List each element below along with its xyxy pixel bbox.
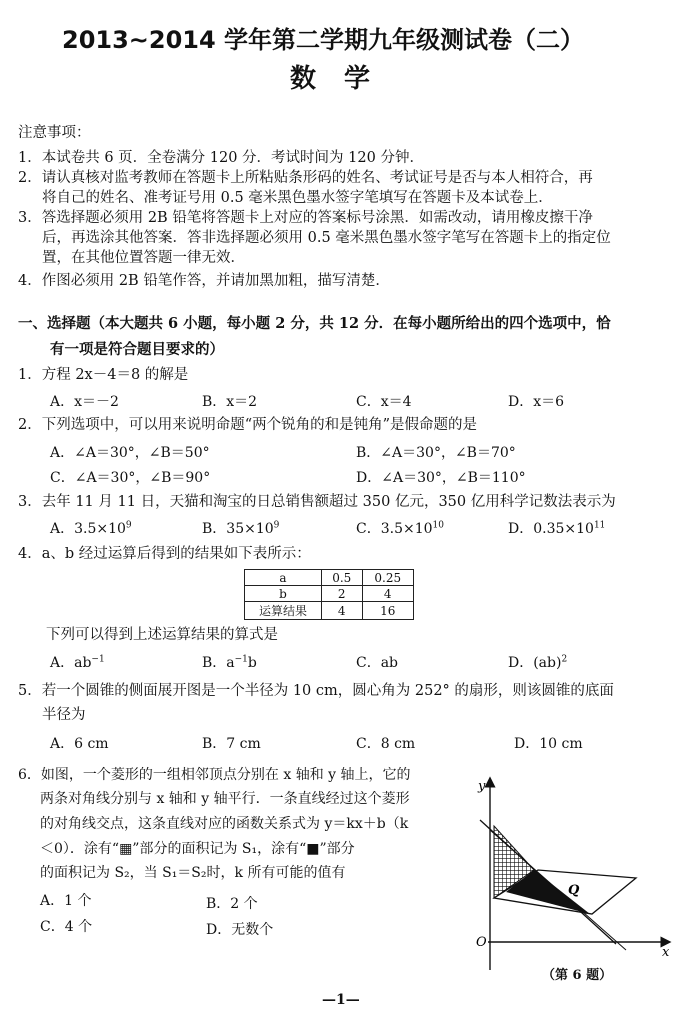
section-heading-cont: 有一项是符合题目要求的） xyxy=(50,341,224,358)
option-b: B．∠A＝30°，∠B＝70° xyxy=(356,445,516,461)
note-line: 3．答选择题必须用 2B 铅笔将答题卡上对应的答案标号涂黑．如需改动，请用橡皮擦干净 xyxy=(18,210,593,226)
note-line: 后，再选涂其他答案．答非选择题必须用 0.5 毫米黑色墨水签字笔写在答题卡上的指定位 xyxy=(42,230,611,246)
option-label: D．0.35×10 xyxy=(508,521,594,537)
table-cell: 4 xyxy=(322,602,363,620)
table-cell: 0.5 xyxy=(322,570,363,586)
note-line: 4．作图必须用 2B 铅笔作答，并请加黑加粗，描写清楚． xyxy=(18,273,390,289)
operation-table xyxy=(244,569,414,620)
option-b: B．7 cm xyxy=(202,736,261,752)
option-exponent: −1 xyxy=(234,654,248,665)
option-c: C．x＝4 xyxy=(356,394,412,410)
note-line: 1．本试卷共 6 页．全卷满分 120 分．考试时间为 120 分钟． xyxy=(18,150,424,166)
option-exponent: 9 xyxy=(273,520,280,531)
option-tail: b xyxy=(247,655,257,671)
option-label: B．35×10 xyxy=(202,521,274,537)
question-stem-cont: ＜0）．涂有“▦”部分的面积记为 S₁，涂有“■”部分 xyxy=(40,841,355,857)
label-q: Q xyxy=(568,883,580,898)
option-a: A．∠A＝30°，∠B＝50° xyxy=(50,445,210,461)
option-label: D．(ab) xyxy=(508,655,562,671)
exam-title: 2013~2014 学年第二学期九年级测试卷（二） xyxy=(62,26,585,54)
notes-heading: 注意事项： xyxy=(18,125,91,141)
table-row xyxy=(245,570,414,586)
table-cell: a xyxy=(245,570,322,586)
table-cell: 4 xyxy=(362,586,414,602)
option-d: D．∠A＝30°，∠B＝110° xyxy=(356,470,526,486)
table-cell: 运算结果 xyxy=(245,602,322,620)
note-line: 将自己的姓名、准考证号用 0.5 毫米黑色墨水签字笔填写在答题卡及本试卷上． xyxy=(42,190,553,206)
page-number: —1— xyxy=(322,992,360,1008)
option-label: A．ab xyxy=(50,655,92,671)
question-stem: 5．若一个圆锥的侧面展开图是一个半径为 10 cm，圆心角为 252° 的扇形，则该圆锥的底面 xyxy=(18,683,614,699)
option-d xyxy=(508,518,605,538)
option-d: D．x＝6 xyxy=(508,394,565,410)
question-stem: 6．如图，一个菱形的一组相邻顶点分别在 x 轴和 y 轴上，它的 xyxy=(18,767,411,783)
option-exponent: 2 xyxy=(561,654,568,665)
note-line: 2．请认真核对监考教师在答题卡上所粘贴条形码的姓名、考试证号是否与本人相符合，再 xyxy=(18,170,593,186)
option-exponent: 11 xyxy=(593,520,606,531)
option-b: B．x＝2 xyxy=(202,394,258,410)
question-stem: 1．方程 2x－4＝8 的解是 xyxy=(18,367,189,383)
option-a: A．x＝－2 xyxy=(50,394,119,410)
option-a xyxy=(50,518,132,538)
label-y: y xyxy=(478,779,486,794)
table-cell: 2 xyxy=(322,586,363,602)
option-exponent: −1 xyxy=(91,654,105,665)
option-a: A．6 cm xyxy=(50,736,109,752)
option-c xyxy=(356,518,444,538)
question-stem: 2．下列选项中，可以用来说明命题“两个锐角的和是钝角”是假命题的是 xyxy=(18,417,478,433)
table-cell: 16 xyxy=(362,602,414,620)
table-row xyxy=(245,586,414,602)
option-a: A．1 个 xyxy=(40,893,92,909)
question-stem-cont: 的面积记为 S₂，当 S₁＝S₂时，k 所有可能的值有 xyxy=(40,865,346,881)
option-c: C．4 个 xyxy=(40,919,93,935)
question-stem-cont: 的对角线交点，这条直线对应的函数关系式为 y＝kx＋b（k xyxy=(40,816,409,832)
table-row xyxy=(245,602,414,620)
question-stem: 4．a、b 经过运算后得到的结果如下表所示： xyxy=(18,546,311,562)
section-heading: 一、选择题（本大题共 6 小题，每小题 2 分，共 12 分．在每小题所给出的四个选项中，恰 xyxy=(18,315,611,332)
table-cell: b xyxy=(245,586,322,602)
option-label: C．ab xyxy=(356,655,399,671)
option-exponent: 10 xyxy=(432,520,444,531)
option-d: D．无数个 xyxy=(206,922,274,938)
option-c xyxy=(356,652,398,672)
figure-6 xyxy=(466,770,672,990)
option-exponent: 9 xyxy=(125,520,132,531)
question-stem-cont: 半径为 xyxy=(42,707,86,723)
question-stem-cont: 两条对角线分别与 x 轴和 y 轴平行．一条直线经过这个菱形 xyxy=(40,791,410,807)
option-c: C．∠A＝30°，∠B＝90° xyxy=(50,470,211,486)
option-b xyxy=(202,652,257,672)
question-stem: 3．去年 11 月 11 日，天猫和淘宝的日总销售额超过 350 亿元，350 亿用科学记数法表示为 xyxy=(18,494,616,510)
option-d: D．10 cm xyxy=(514,736,583,752)
note-line: 置，在其他位置答题一律无效． xyxy=(42,250,245,266)
option-b xyxy=(202,518,279,538)
subject-title: 数学 xyxy=(290,64,399,94)
table-cell: 0.25 xyxy=(362,570,414,586)
option-b: B．2 个 xyxy=(206,896,258,912)
option-d xyxy=(508,652,567,672)
option-label: A．3.5×10 xyxy=(50,521,126,537)
label-origin: O xyxy=(476,935,487,950)
label-x: x xyxy=(662,945,670,960)
question-followup: 下列可以得到上述运算结果的算式是 xyxy=(46,627,278,643)
option-label: B．a xyxy=(202,655,235,671)
figure-caption: （第 6 题） xyxy=(542,968,613,983)
option-c: C．8 cm xyxy=(356,736,416,752)
option-label: C．3.5×10 xyxy=(356,521,433,537)
option-a xyxy=(50,652,105,672)
